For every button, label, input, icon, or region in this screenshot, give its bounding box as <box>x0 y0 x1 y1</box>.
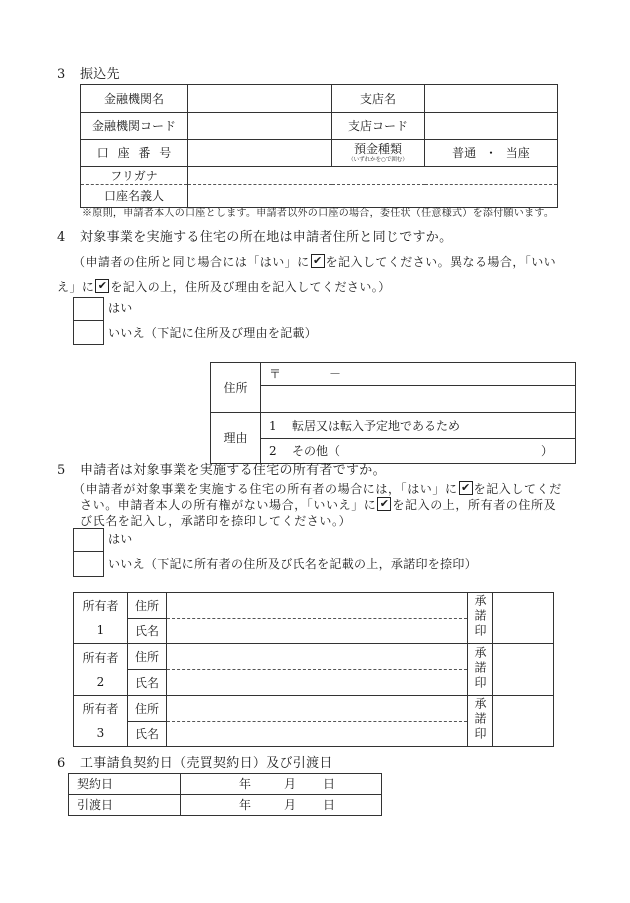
deposit-type-hint: （いずれかを○で囲む） <box>348 157 408 163</box>
reason2-close: ） <box>540 444 553 458</box>
reason2-number: 2 <box>269 444 277 458</box>
address-reason-table <box>210 362 576 464</box>
owner-seal-label: 承諾印 <box>473 645 487 691</box>
instruction-text: を記入の上，所有者の住所及 <box>392 498 557 512</box>
delivery-date-field[interactable] <box>181 795 382 816</box>
owner-label: 所有者 <box>82 599 119 613</box>
owner-seal-label-cell <box>468 593 493 644</box>
owner-id-cell <box>74 593 128 644</box>
section5-title: 申請者は対象事業を実施する住宅の所有者ですか。 <box>80 463 386 478</box>
reason2-row <box>269 444 575 458</box>
section4-no-checkbox[interactable] <box>73 320 104 345</box>
branch-code-label: 支店コード <box>332 113 425 140</box>
branch-code-field[interactable] <box>425 113 558 140</box>
day-unit: 日 <box>323 777 336 791</box>
day-unit: 日 <box>323 798 336 812</box>
deposit-type-label-cell <box>332 140 425 167</box>
instruction-text: を記入してください。異なる場合，「いい <box>325 255 557 269</box>
postal-mark: 〒 <box>269 367 282 381</box>
account-number-field[interactable] <box>188 140 332 167</box>
instruction-text: さい。申請者本人の所有権がない場合，「いいえ」に <box>80 498 377 512</box>
month-unit: 月 <box>284 798 297 812</box>
owner-address-field[interactable] <box>167 696 468 722</box>
owner-label: 所有者 <box>82 650 119 665</box>
bank-code-field[interactable] <box>188 113 332 140</box>
instruction-text: び氏名を記入し，承諾印を捺印してください。） <box>80 514 352 528</box>
owner-seal-field[interactable] <box>493 696 554 747</box>
reason1-number: 1 <box>269 418 277 433</box>
postal-code-field[interactable] <box>261 363 576 386</box>
furigana-label: フリガナ <box>81 167 188 185</box>
section4-number: 4 <box>57 230 66 245</box>
owner-seal-field[interactable] <box>493 644 554 696</box>
delivery-date-label: 引渡日 <box>69 795 181 816</box>
deposit-type-options[interactable]: 普通 ・ 当座 <box>425 140 558 167</box>
section5-number: 5 <box>57 463 66 478</box>
section5-instruction-line2 <box>80 497 556 513</box>
address-field[interactable] <box>261 386 576 413</box>
section4-instruction-line2 <box>57 279 391 295</box>
owner-number: 1 <box>96 623 105 637</box>
account-number-label: 口 座 番 号 <box>81 140 188 167</box>
branch-name-field[interactable] <box>425 85 558 113</box>
section4-instruction-line1 <box>73 254 556 270</box>
address-label: 住所 <box>211 363 261 413</box>
dates-table <box>68 773 382 816</box>
owner-id-cell <box>74 696 128 747</box>
instruction-text: え」に <box>57 280 95 294</box>
instruction-text: を記入の上，住所及び理由を記入してください。） <box>110 280 391 294</box>
owners-table <box>73 592 554 747</box>
checked-box-icon <box>311 254 325 268</box>
instruction-text: （申請者が対象事業を実施する住宅の所有者の場合には，「はい」に <box>73 482 458 496</box>
owner-name-label: 氏名 <box>128 619 167 644</box>
branch-name-label: 支店名 <box>332 85 425 113</box>
section3-number: 3 <box>57 67 66 82</box>
section3-title: 振込先 <box>80 67 120 82</box>
owner-number: 2 <box>96 674 105 689</box>
owner-label: 所有者 <box>82 702 119 716</box>
year-unit: 年 <box>239 798 252 812</box>
owner-seal-label: 承諾印 <box>473 594 487 639</box>
reason-option-2[interactable] <box>261 439 576 464</box>
section4-no-label: いいえ（下記に住所及び理由を記載） <box>108 326 318 340</box>
checked-box-icon <box>459 481 473 495</box>
section4-yes-checkbox[interactable] <box>73 297 104 321</box>
owner-address-label: 住所 <box>128 696 167 722</box>
owner-id-cell <box>74 644 128 696</box>
owner-address-field[interactable] <box>167 593 468 619</box>
bank-name-field[interactable] <box>188 85 332 113</box>
account-holder-label: 口座名義人 <box>81 185 188 208</box>
owner-name-field[interactable] <box>167 722 468 747</box>
section5-no-label: いいえ（下記に所有者の住所及び氏名を記載の上，承諾印を捺印） <box>108 557 478 571</box>
account-holder-field[interactable] <box>188 185 558 208</box>
section6-title: 工事請負契約日（売買契約日）及び引渡日 <box>80 756 333 771</box>
owner-seal-field[interactable] <box>493 593 554 644</box>
owner-address-label: 住所 <box>128 593 167 619</box>
bank-note: ※原則，申請者本人の口座とします。申請者以外の口座の場合，委任状（任意様式）を添付願います。 <box>82 208 555 219</box>
owner-seal-label: 承諾印 <box>473 697 487 742</box>
owner-name-field[interactable] <box>167 619 468 644</box>
reason-option-1[interactable] <box>261 413 576 439</box>
section4-yes-label: はい <box>108 301 133 315</box>
owner-seal-label-cell <box>468 644 493 696</box>
section6-number: 6 <box>57 756 66 771</box>
instruction-text: を記入してくだ <box>473 482 562 496</box>
year-unit: 年 <box>239 777 252 791</box>
deposit-type-label: 預金種類 <box>353 142 402 156</box>
section5-instruction-line3 <box>80 513 351 529</box>
section5-no-checkbox[interactable] <box>73 551 104 577</box>
postal-dash: － <box>329 367 342 381</box>
bank-account-table <box>80 84 558 208</box>
section5-instruction-line1 <box>73 481 562 497</box>
section5-yes-checkbox[interactable] <box>73 528 104 552</box>
owner-number: 3 <box>96 726 105 740</box>
bank-name-label: 金融機関名 <box>81 85 188 113</box>
section5-yes-label: はい <box>108 532 133 546</box>
owner-name-label: 氏名 <box>128 670 167 696</box>
checked-box-icon <box>377 497 391 511</box>
owner-name-label: 氏名 <box>128 722 167 747</box>
reason1-text: 転居又は転入予定地であるため <box>292 418 461 433</box>
contract-date-label: 契約日 <box>69 774 181 795</box>
furigana-field[interactable] <box>188 167 558 185</box>
instruction-text: （申請者の住所と同じ場合には「はい」に <box>73 255 310 269</box>
section4-title: 対象事業を実施する住宅の所在地は申請者住所と同じですか。 <box>80 230 453 245</box>
owner-address-field[interactable] <box>167 644 468 670</box>
month-unit: 月 <box>284 777 297 791</box>
owner-address-label: 住所 <box>128 644 167 670</box>
bank-code-label: 金融機関コード <box>81 113 188 140</box>
owner-seal-label-cell <box>468 696 493 747</box>
checked-box-icon <box>95 279 109 293</box>
reason2-text: その他（ <box>292 444 341 458</box>
owner-name-field[interactable] <box>167 670 468 696</box>
reason-label: 理由 <box>211 413 261 464</box>
contract-date-field[interactable] <box>181 774 382 795</box>
